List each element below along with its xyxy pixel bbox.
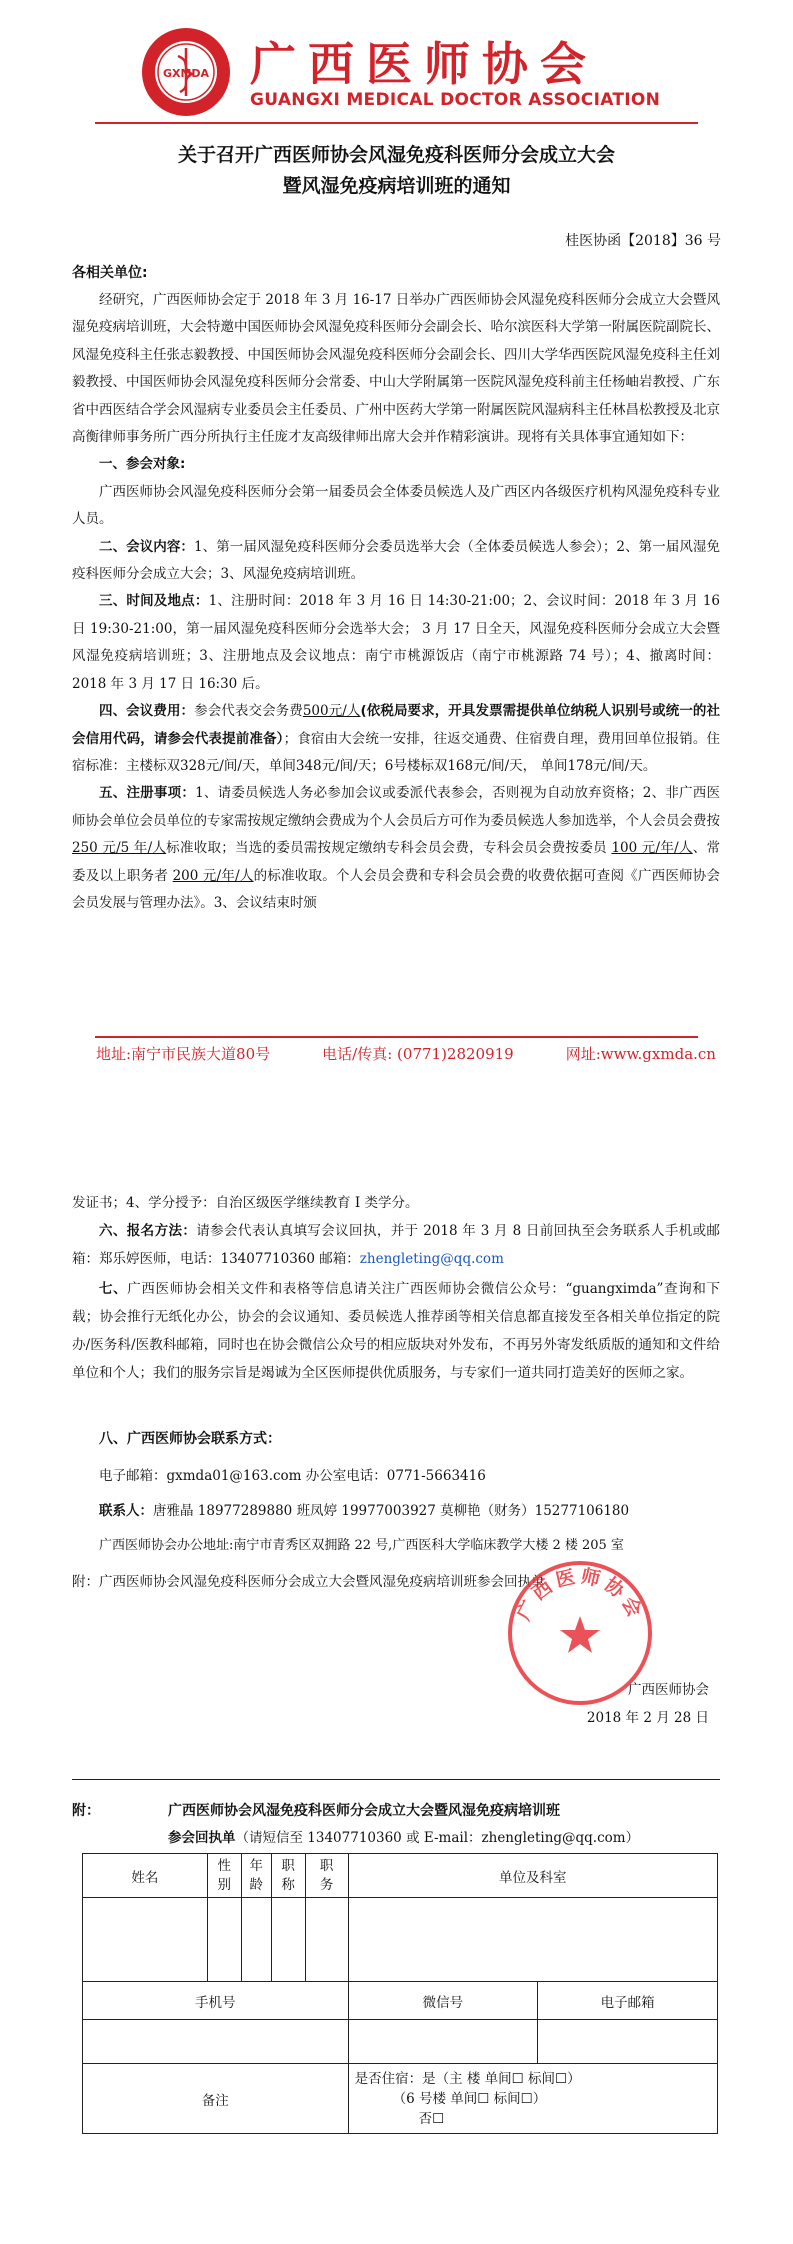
section-2-heading: 二、会议内容： [99,538,194,555]
section-5-fee-member: 100 元/年/人 [611,840,693,857]
letterhead-divider [95,122,698,124]
table-row [83,2064,718,2134]
section-7 [72,1275,720,1387]
header-mobile: 手机号 [83,1982,349,2020]
page1-footer [96,1043,716,1064]
footer-address: 地址:南宁市民族大道80号 [96,1045,271,1063]
cell-age[interactable] [241,1898,271,1982]
section-2-body: 1、第一届风湿免疫科医师分会委员选举大会（全体委员候选人参会）；2、第一届风湿免疫科医师分会成立大会；3、风湿免疫病培训班。 [72,538,720,583]
header-name: 姓名 [83,1854,208,1898]
section-5-text-c: 、常委及以上职务者 [72,840,721,884]
accommodation-options[interactable] [348,2064,717,2134]
section-1-body: 广西医师协会风湿免疫科医师分会第一届委员会全体委员候选人及广西区内各级医疗机构风湿免疫科专业人员。 [72,483,720,528]
section-8-address: 广西医师协会办公地址:南宁市青秀区双拥路 22 号,广西医科大学临床教学大楼 2 楼 205 室 [99,1538,624,1553]
page1-footer-divider [95,1036,698,1038]
section-4-fee: 500元/人 [302,703,361,720]
form-title: 广西医师协会风湿免疫科医师分会成立大会暨风湿免疫病培训班 [168,1803,560,1819]
logo-abbr: GXMDA [162,67,210,80]
attachment-note: 附：广西医师协会风湿免疫科医师分会成立大会暨风湿免疫病培训班参会回执单 [72,1574,545,1590]
notice-title-line1: 关于召开广西医师协会风湿免疫科医师分会成立大会 [177,144,615,166]
notice-body [72,287,720,917]
seal-text: 广西医师协会 [512,1565,648,1624]
section-1-heading: 一、参会对象: [99,456,186,473]
section-4 [72,698,720,780]
cell-unit[interactable] [348,1898,717,1982]
registration-form-table [82,1853,718,2134]
section-8-heading: 八、广西医师协会联系方式： [99,1431,281,1447]
section-3 [72,588,720,698]
form-subtitle: 参会回执单（请短信至 13407710360 或 E-mail：zhengleting@qq.com） [168,1830,640,1846]
section-5-heading: 五、注册事项： [99,785,196,802]
section-5-continued: 发证书；4、学分授予：自治区级医学继续教育 I 类学分。 [72,1195,419,1211]
signature-date: 2018 年 2 月 28 日 [586,1710,709,1726]
attachment-label: 附： [72,1803,100,1819]
section-5-text-a: 1、请委员候选人务必参加会议或委派代表参会，否则视为自动放弃资格；2、非广西医师协会单位会员单位的专家需按规定缴纳会费成为个人会员后方可作为委员候选人参加选举，个人会员会费按 [72,785,720,829]
stay-option-no[interactable]: 否☐ [418,2110,445,2127]
table-row [83,1982,718,2020]
table-row [83,1898,718,1982]
header-gender: 性别 [207,1854,241,1898]
cell-email[interactable] [538,2020,718,2064]
header-position: 职务 [305,1854,348,1898]
header-wechat: 微信号 [348,1982,538,2020]
footer-website: 网址:www.gxmda.cn [565,1045,716,1063]
section-4-tax-note: (依税局要求，开具发票需提供单位纳税人识别号或统一的社会信用代码，请参会代表提前准备） [72,703,720,747]
section-6-heading: 六、报名方法： [99,1223,197,1239]
org-name-en: GUANGXI MEDICAL DOCTOR ASSOCIATION [250,90,661,110]
section-6 [72,1217,720,1273]
header-title: 职称 [271,1854,305,1898]
section-4-post: ；食宿由大会统一安排，往返交通费、住宿费自理，费用回单位报销。住宿标准：主楼标双328元/间/天，单间348元/间/天；6号楼标双168元/间/天， 单间178元/间/天。 [72,730,721,774]
section-8-email: 电子邮箱：gxmda01@163.com 办公室电话：0771-5663416 [99,1468,486,1484]
intro-paragraph: 经研究，广西医师协会定于 2018 年 3 月 16-17 日举办广西医师协会风湿免疫科医师分会成立大会暨风湿免疫病培训班，大会特邀中国医师协会风湿免疫科医师分会副会长、哈尔滨医科大学第一附属医院副院长、风湿免疫科主任张志毅教授、中国医师协会风湿免疫科医师分会副会长、四川大学华西医院风湿免疫科主任刘毅教授、中国医师协会风湿免疫科医师分会常委、中山大学附属第一医院风湿免疫科前主任杨岫岩教授、广东省中西医结合学会风湿病专业委员会主任委员、广州中医药大学第一附属医院风湿病科主任林昌松教授及北京高衡律师事务所广西分所执行主任庞才友高级律师出席大会并作精彩演讲。现将有关具体事宜通知如下： [72,292,720,446]
cell-gender[interactable] [207,1898,241,1982]
cell-position[interactable] [305,1898,348,1982]
org-name-cn: 广西医师协会 [250,37,598,91]
table-row [83,2020,718,2064]
section-4-pre: 参会代表交会务费 [194,703,303,720]
table-row [83,1854,718,1898]
cell-name[interactable] [83,1898,208,1982]
signature-org: 广西医师协会 [628,1682,709,1698]
section-5-text-b: 标准收取；当选的委员需按规定缴纳专科会员会费，专科会员会费按委员 [166,840,612,857]
section-5-fee-personal: 250 元/5 年/人 [72,840,167,857]
attachment-divider [72,1779,720,1780]
section-5-fee-standing: 200 元/年/人 [172,867,254,884]
section-4-heading: 四、会议费用： [99,703,195,720]
section-7-body: 广西医师协会相关文件和表格等信息请关注广西医师协会微信公众号：“guangximda”查询和下载；协会推行无纸化办公，协会的会议通知、委员候选人推荐函等相关信息都直接发至各相关单位指定的院办/医务科/医教科邮箱，同时也在协会微信公众号的相应版块对外发布，不再另外寄发纸质版的通知和文件给单位和个人；我们的服务宗旨是竭诚为全区医师提供优质服务，与专家们一道共同打造美好的医师之家。 [72,1281,721,1381]
stay-option-building6[interactable]: （6 号楼 单间☐ 标间☐） [392,2090,547,2107]
section-2 [72,534,720,589]
document-number: 桂医协函【2018】36 号 [565,233,721,249]
notice-title-line2: 暨风湿免疫病培训班的通知 [282,175,511,197]
header-age: 年龄 [241,1854,271,1898]
stay-option-main[interactable]: 是否住宿：是（主 楼 单间☐ 标间☐） [354,2070,581,2087]
section-5-text-d: 的标准收取。个人会员会费和专科会员会费的收费依据可查阅《广西医师协会会员发展与管理办法》。3、会议结束时颁 [72,867,721,911]
letterhead [0,0,793,122]
section-7-heading: 七、 [99,1281,128,1297]
section-8-contacts: 联系人：唐雅晶 18977289880 班凤婷 19977003927 莫柳艳（财务）15277106180 [99,1503,630,1519]
section-3-body: 1、注册时间：2018 年 3 月 16 日 14:30-21:00；2、会议时间：2018 年 3 月 16 日 19:30-21:00，第一届风湿免疫科医师分会选举大会； 3 月 17 日全天，风湿免疫科医师分会成立大会暨风湿免疫病培训班；3、注册地点及会议地点：南宁市桃源饭店（南宁市桃源路 74 号）；4、撤离时间：2018 年 3 月 17 日 16:30 后。 [72,593,720,692]
header-unit: 单位及科室 [348,1854,717,1898]
section-3-heading: 三、时间及地点： [99,593,209,610]
cell-mobile[interactable] [83,2020,349,2064]
header-remark: 备注 [83,2064,349,2134]
cell-wechat[interactable] [348,2020,538,2064]
section-5 [72,780,720,917]
cell-title[interactable] [271,1898,305,1982]
svg-text:广西医师协会 [512,1564,648,1624]
greeting: 各相关单位: [72,265,148,281]
footer-phone: 电话/传真: (0771)2820919 [322,1045,514,1063]
contact-email-link[interactable]: zhengleting@qq.com [359,1251,504,1267]
header-email: 电子邮箱 [538,1982,718,2020]
association-logo-icon [140,26,232,118]
section-6-body: 请参会代表认真填写会议回执，并于 2018 年 3 月 8 日前回执至会务联系人手机或邮箱：郑乐婷医师，电话：13407710360 邮箱： [72,1223,721,1267]
section-1 [72,451,720,478]
